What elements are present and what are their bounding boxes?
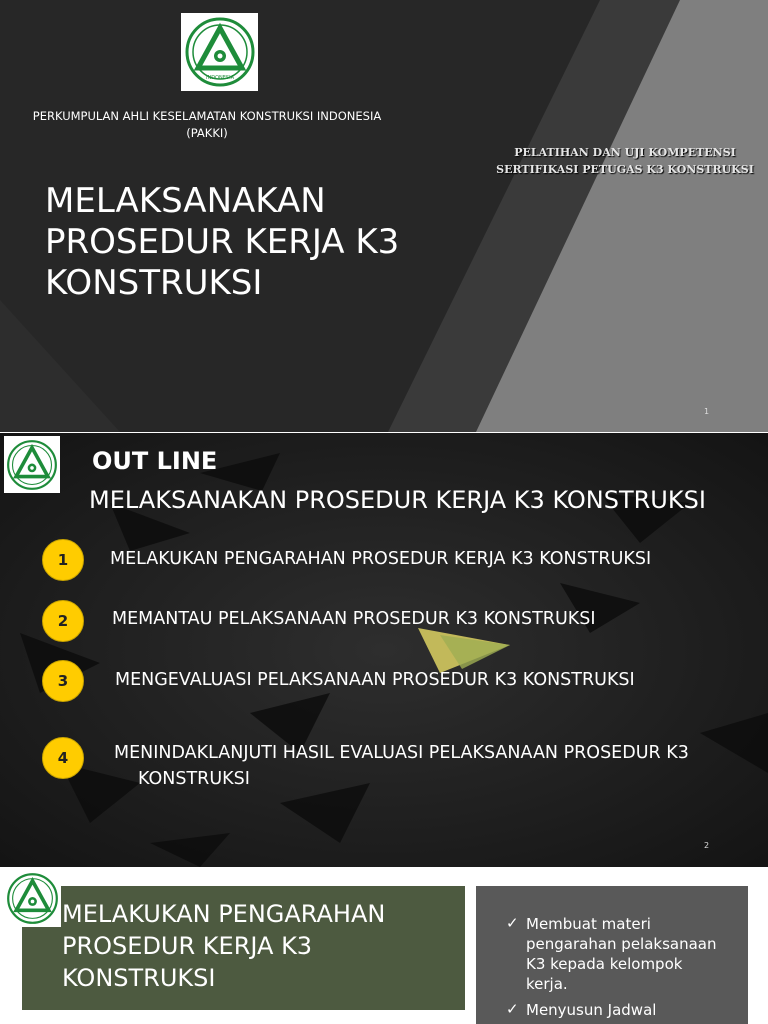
- training-line1: PELATIHAN DAN UJI KOMPETENSI: [514, 146, 736, 159]
- main-title: [45, 181, 445, 304]
- checklist-item: ✓ Menyusun Jadwal: [506, 1000, 657, 1019]
- main-title-line3: KONSTRUKSI: [45, 262, 263, 303]
- svg-text:INDONESIA: INDONESIA: [205, 75, 234, 81]
- outline-item-text: MELAKUKAN PENGARAHAN PROSEDUR KERJA K3 KONSTRUKSI: [110, 549, 652, 569]
- checklist-box: [476, 886, 748, 1024]
- section-title: [62, 898, 462, 994]
- outline-item-text: MEMANTAU PELAKSANAAN PROSEDUR K3 KONSTRUKSI: [112, 609, 596, 629]
- outline-item-text: MENINDAKLANJUTI HASIL EVALUASI PELAKSANAAN PROSEDUR K3 KONSTRUKSI: [114, 743, 689, 789]
- section-title-line2: PROSEDUR KERJA K3: [62, 932, 313, 960]
- training-line2: SERTIFIKASI PETUGAS K3 KONSTRUKSI: [496, 163, 754, 176]
- checklist-item: ✓ Membuat materi pengarahan pelaksanaan K3 kepada kelompok kerja.: [506, 914, 717, 993]
- pakki-logo-emblem: [6, 872, 59, 925]
- check-icon: ✓: [506, 914, 519, 932]
- main-title-line1: MELAKSANAKAN: [45, 180, 326, 221]
- pakki-logo: [181, 13, 258, 91]
- pakki-logo-emblem: [184, 16, 256, 88]
- section-title-line3: KONSTRUKSI: [62, 964, 216, 992]
- number-badge: 3: [42, 660, 84, 702]
- outline-item-text: MENGEVALUASI PELAKSANAAN PROSEDUR K3 KONSTRUKSI: [115, 670, 635, 690]
- outline-subheading: MELAKSANAKAN PROSEDUR KERJA K3 KONSTRUKSI: [89, 486, 706, 514]
- slide-number: 1: [704, 407, 710, 416]
- number-badge: 1: [42, 539, 84, 581]
- section-title-box: [22, 886, 465, 1010]
- training-subtitle: [480, 144, 768, 178]
- outline-heading: OUT LINE: [92, 447, 218, 475]
- organization-abbrev: (PAKKI): [186, 126, 228, 140]
- slide-number: 2: [704, 841, 710, 850]
- organization-name: [22, 108, 392, 142]
- number-badge: 2: [42, 600, 84, 642]
- section-title-line1: MELAKUKAN PENGARAHAN: [62, 900, 386, 928]
- pakki-logo-emblem: [6, 439, 58, 491]
- check-icon: ✓: [506, 1000, 519, 1018]
- slide-3: [0, 868, 768, 1024]
- organization-name-line1: PERKUMPULAN AHLI KESELAMATAN KONSTRUKSI INDONESIA: [32, 109, 382, 123]
- pakki-logo-small: [4, 870, 61, 927]
- pakki-logo-small: [4, 436, 60, 493]
- number-badge: 4: [42, 737, 84, 779]
- slide-2: [0, 433, 768, 867]
- checklist: [506, 914, 731, 1024]
- slide-1: [0, 0, 768, 432]
- main-title-line2: PROSEDUR KERJA K3: [45, 221, 400, 262]
